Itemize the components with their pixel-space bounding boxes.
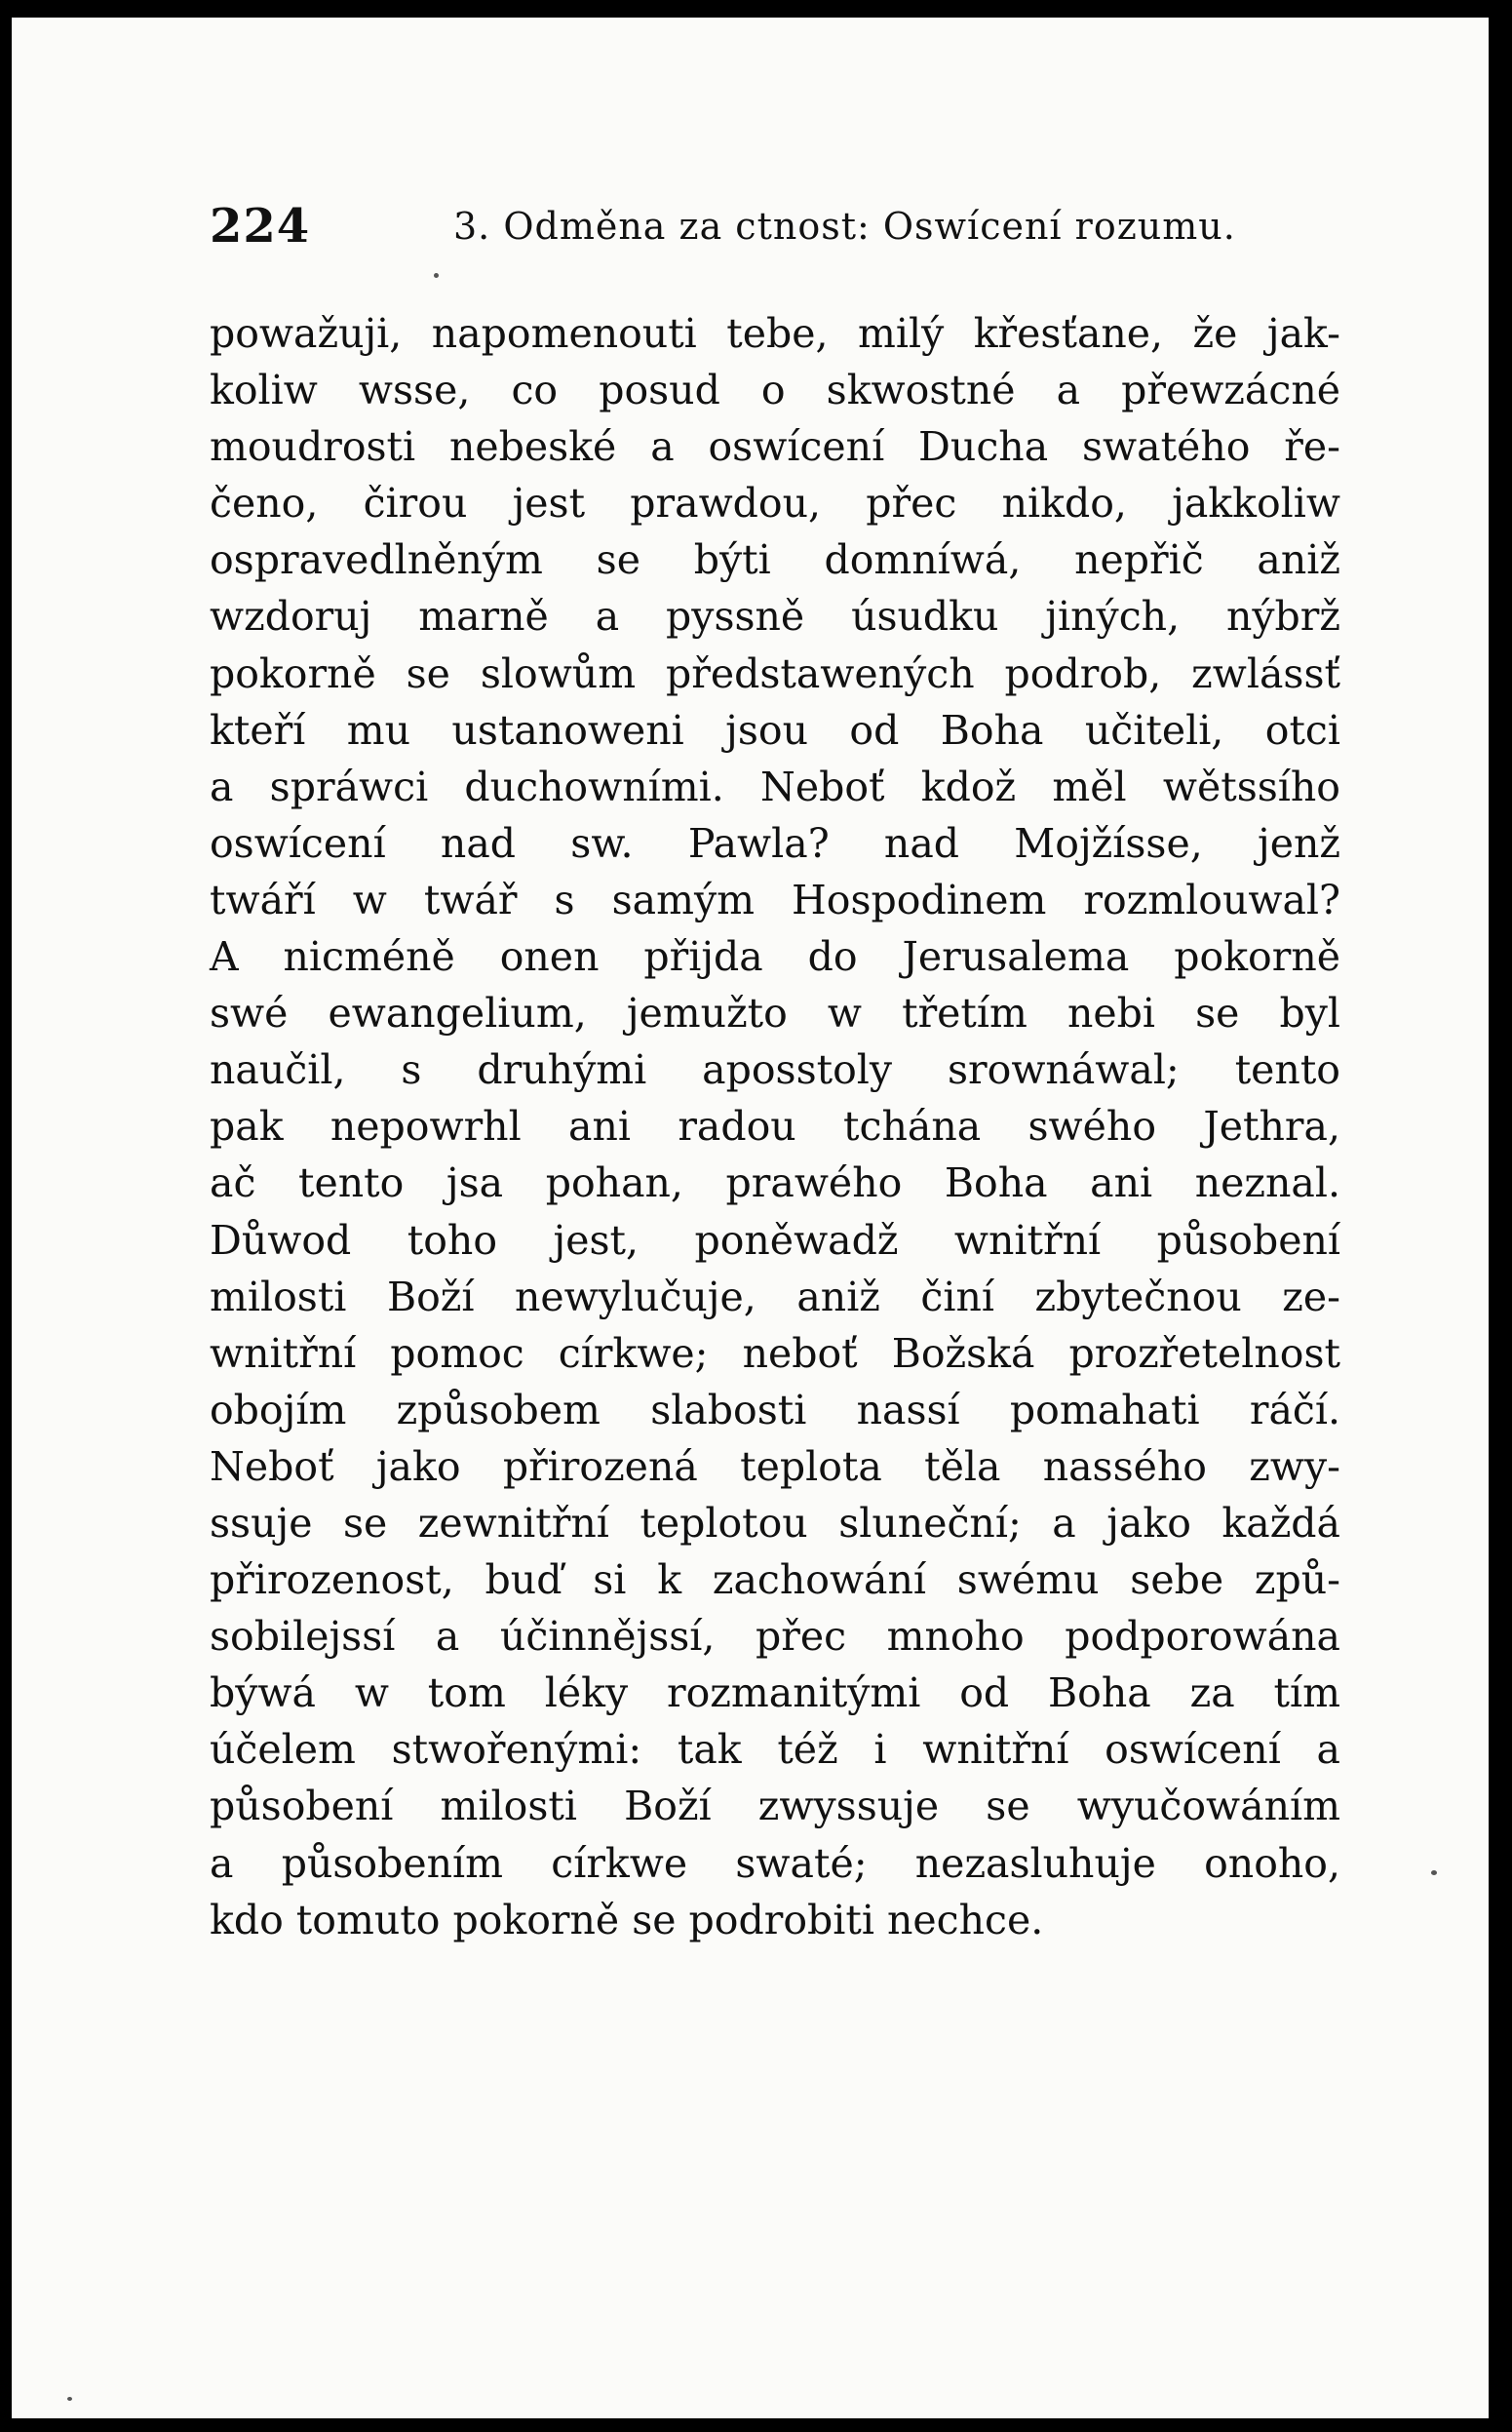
text-line: kteří mu ustanoweni jsou od Boha učiteli, otci — [210, 706, 1340, 754]
text-line: koliw wsse, co posud o skwostné a přewzácné — [210, 367, 1340, 414]
text-line: a působením církwe swaté; nezasluhuje onoho, — [210, 1839, 1340, 1887]
text-line: ssuje se zewnitřní teplotou sluneční; a jako každá — [210, 1499, 1340, 1547]
text-line: kdo tomuto pokorně se podrobiti nechce. — [210, 1896, 1044, 1943]
text-line: ospravedlněným se býti domníwá, nepřič aniž — [210, 536, 1340, 584]
text-line: wnitřní pomoc církwe; neboť Božská prozřetelnost — [210, 1329, 1340, 1377]
text-line: a spráwci duchowními. Neboť kdož měl wětssího — [210, 763, 1340, 810]
text-line: twáří w twář s samým Hospodinem rozmlouwal? — [210, 876, 1340, 923]
text-line: swé ewangelium, jemužto w třetím nebi se byl — [210, 990, 1340, 1038]
print-speck — [1431, 1870, 1437, 1875]
text-line: pokorně se slowům předstawených podrob, zwlássť — [210, 649, 1340, 697]
book-page — [12, 18, 1489, 2418]
print-speck — [434, 273, 439, 278]
page-number: 224 — [210, 199, 311, 254]
text-line: A nicméně onen přijda do Jerusalema pokorně — [210, 933, 1340, 981]
text-line: Neboť jako přirozená teplota těla nassého zwy- — [210, 1442, 1340, 1490]
print-speck — [67, 2397, 72, 2401]
running-title: 3. Odměna za ctnost: Oswícení rozumu. — [453, 205, 1236, 248]
text-line: milosti Boží newylučuje, aniž činí zbytečnou ze- — [210, 1273, 1340, 1320]
text-line: wzdoruj marně a pyssně úsudku jiných, nýbrž — [210, 593, 1340, 641]
text-line: účelem stwořenými: tak též i wnitřní oswícení a — [210, 1726, 1340, 1774]
text-line: přirozenost, buď si k zachowání swému sebe způ- — [210, 1556, 1340, 1604]
text-line: ač tento jsa pohan, prawého Boha ani neznal. — [210, 1159, 1340, 1207]
text-line: oswícení nad sw. Pawla? nad Mojžísse, jenž — [210, 819, 1340, 867]
text-line: powažuji, napomenouti tebe, milý křesťane, že jak- — [210, 310, 1340, 357]
text-line: čeno, čirou jest prawdou, přec nikdo, jakkoliw — [210, 480, 1340, 528]
text-line: býwá w tom léky rozmanitými od Boha za tím — [210, 1669, 1340, 1717]
text-line: působení milosti Boží zwyssuje se wyučowáním — [210, 1783, 1340, 1830]
page-header — [210, 199, 1340, 261]
body-text — [210, 305, 1340, 1948]
text-line: obojím způsobem slabosti nassí pomahati ráčí. — [210, 1386, 1340, 1433]
text-line: sobilejssí a účinnějssí, přec mnoho podporowána — [210, 1613, 1340, 1661]
text-line: pak nepowrhl ani radou tchána swého Jethra, — [210, 1103, 1340, 1151]
text-line: moudrosti nebeské a oswícení Ducha swatého ře- — [210, 423, 1340, 471]
text-line: Důwod toho jest, poněwadž wnitřní působení — [210, 1216, 1340, 1264]
text-line: naučil, s druhými aposstoly srownáwal; tento — [210, 1046, 1340, 1094]
